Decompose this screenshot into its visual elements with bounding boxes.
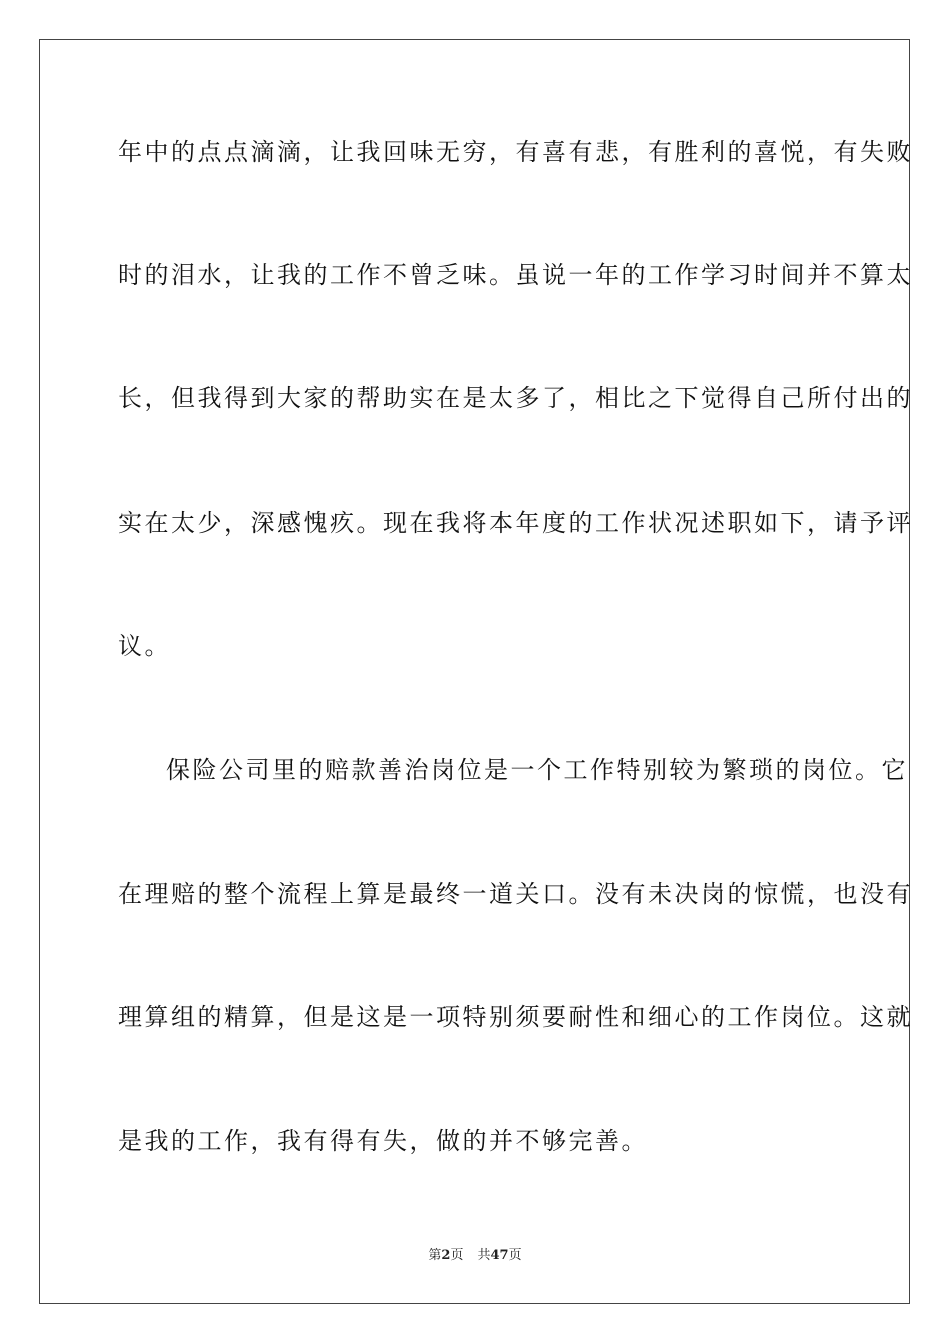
paragraph-line: 理算组的精算，但是这是一项特别须要耐性和细心的工作岗位。这就 [118, 1003, 913, 1031]
paragraph-line: 保险公司里的赔款善治岗位是一个工作特别较为繁琐的岗位。它 [166, 756, 908, 784]
total-suffix: 页 [508, 1248, 522, 1263]
paragraph-line: 实在太少，深感愧疚。现在我将本年度的工作状况述职如下，请予评 [118, 509, 913, 537]
paragraph-line: 在理赔的整个流程上算是最终一道关口。没有未决岗的惊慌，也没有 [118, 880, 913, 908]
page-number: 2 [441, 1248, 451, 1263]
page-border [39, 39, 913, 1304]
total-pages: 47 [490, 1248, 509, 1263]
page-suffix: 页 [450, 1248, 464, 1263]
paragraph-line: 是我的工作，我有得有失，做的并不够完善。 [118, 1127, 648, 1155]
paragraph-line: 长，但我得到大家的帮助实在是太多了，相比之下觉得自己所付出的 [118, 384, 913, 412]
paragraph-line: 年中的点点滴滴，让我回味无穷，有喜有悲，有胜利的喜悦，有失败 [118, 138, 913, 166]
total-prefix: 共 [477, 1248, 491, 1263]
paragraph-line: 时的泪水，让我的工作不曾乏味。虽说一年的工作学习时间并不算太 [118, 261, 913, 289]
page-prefix: 第 [428, 1248, 442, 1263]
page-footer [0, 1248, 950, 1264]
paragraph-line: 议。 [118, 632, 171, 660]
